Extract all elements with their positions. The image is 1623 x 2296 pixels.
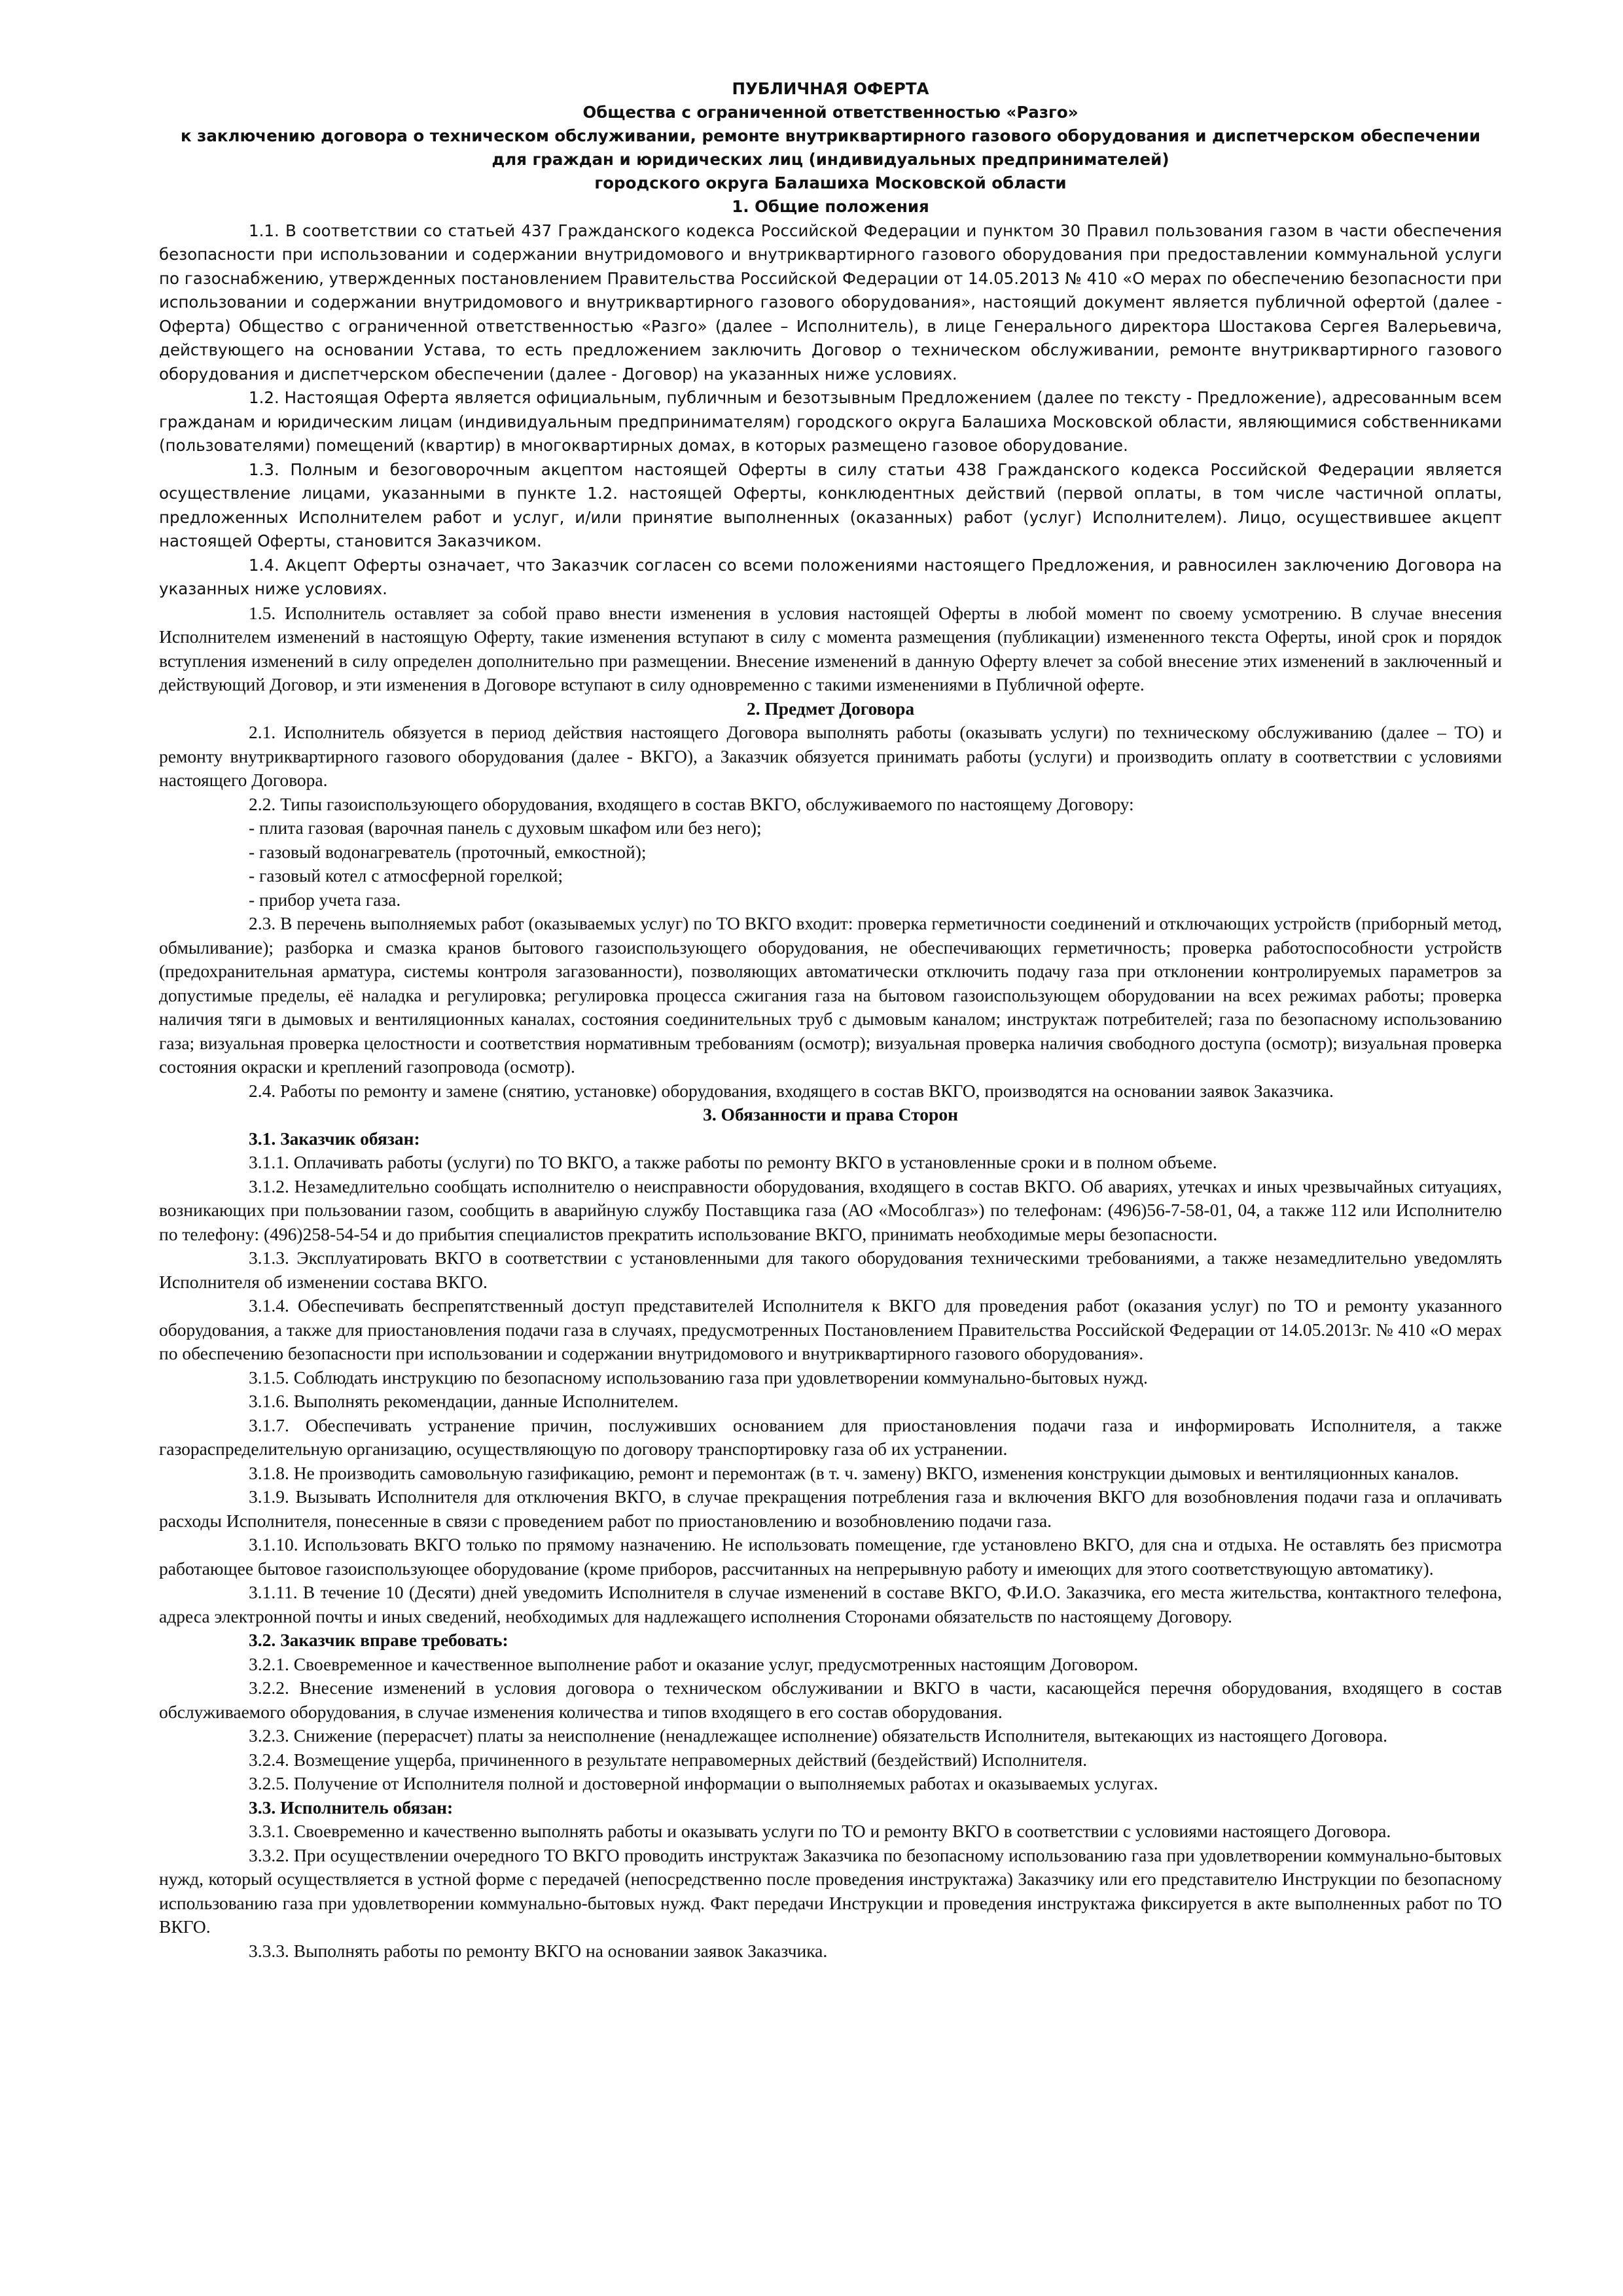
clause-3-3-3: 3.3.3. Выполнять работы по ремонту ВКГО на основании заявок Заказчика. (249, 1940, 828, 1961)
clause-3-1-9: 3.1.9. Вызывать Исполнителя для отключения ВКГО, в случае прекращения потребления газа и включения ВКГО для возобновления подачи газа и оплачивать расходы Исполнителя, понесенные в связи с проведением работ по приостановлению и возобновлению подачи газа. (159, 1486, 1502, 1531)
paragraph-2-3: 2.3. В перечень выполняемых работ (оказываемых услуг) по ТО ВКГО входит: проверка герметичности соединений и отключающих устройств (приборный метод, обмыливание); разборка и смазка кранов бытового газоиспользующего оборудования, не обеспечивающих герметичность; проверка работоспособности устройств (предохранительная арматура, системы контроля загазованности), позволяющих автоматически отключить подачу газа при отклонении контролируемых параметров за допустимые пределы, её наладка и регулировка; регулировка процесса сжигания газа на бытовом газоиспользующем оборудовании на всех режимах работы; проверка наличия тяги в дымовых и вентиляционных каналах, состояния соединительных труб с дымовым каналом; инструктаж потребителей; газа по безопасному использованию газа; визуальная проверка целостности и соответствия нормативным требованиям (осмотр); визуальная проверка наличия свободного доступа (осмотр); визуальная проверка состояния окраски и креплений газопровода (осмотр). (159, 913, 1502, 1077)
document-header (159, 77, 1502, 195)
clause-3-1-1: 3.1.1. Оплачивать работы (услуги) по ТО ВКГО, а также работы по ремонту ВКГО в установленные сроки и в полном объеме. (249, 1152, 1217, 1172)
subsection-title: 3.2. Заказчик вправе требовать: (249, 1630, 508, 1650)
section-title: 1. Общие положения (732, 197, 929, 216)
clause-3-2-2: 3.2.2. Внесение изменений в условия договора о техническом обслуживании и ВКГО в части, касающейся перечня оборудования, входящего в состав обслуживаемого оборудования, в случае изменения количества и типов входящего в его состав оборудования. (159, 1677, 1502, 1722)
clause-3-2-3: 3.2.3. Снижение (перерасчет) платы за неисполнение (ненадлежащее исполнение) обязательств Исполнителя, вытекающих из настоящего Договора. (249, 1725, 1388, 1746)
clause-3-1-4: 3.1.4. Обеспечивать беспрепятственный доступ представителей Исполнителя к ВКГО для проведения работ (оказания услуг) по ТО и ремонту указанного оборудования, а также для приостановления подачи газа в случаях, предусмотренных Постановлением Правительства Российской Федерации от 14.05.2013г. № 410 «О мерах по обеспечению безопасности при использовании и содержании внутридомового и внутриквартирного газового оборудования». (159, 1295, 1502, 1363)
paragraph-1-2: 1.2. Настоящая Оферта является официальным, публичным и безотзывным Предложением (далее по тексту - Предложение), адресованным всем гражданам и юридическим лицам (индивидуальным предпринимателям) городского округа Балашиха Московской области, являющимися собственниками (пользователями) помещений (квартир) в многоквартирных домах, в которых размещено газовое оборудование. (159, 388, 1502, 455)
clause-3-2-1: 3.2.1. Своевременное и качественное выполнение работ и оказание услуг, предусмотренных настоящим Договором. (249, 1653, 1139, 1674)
paragraph-1-5: 1.5. Исполнитель оставляет за собой право внести изменения в условия настоящей Оферты в любой момент по своему усмотрению. В случае внесения Исполнителем изменений в настоящую Оферту, такие изменения вступают в силу с момента размещения (публикации) измененного текста Оферты, иной срок и порядок вступления изменений в силу определен дополнительно при размещении. Внесение изменений в данную Оферту влечет за собой внесение этих изменений в заключенный и действующий Договор, и эти изменения в Договоре вступают в силу одновременно с такими изменениями в Публичной оферте. (159, 602, 1502, 694)
list-item: - плита газовая (варочная панель с духовым шкафом или без него); (249, 817, 762, 838)
clause-3-1-7: 3.1.7. Обеспечивать устранение причин, послуживших основанием для приостановления подачи газа и информировать Исполнителя, а также газораспределительную организацию, осуществляющую по договору транспортировку газа об их устранении. (159, 1414, 1502, 1459)
clause-3-2-5: 3.2.5. Получение от Исполнителя полной и достоверной информации о выполняемых работах и оказываемых услугах. (249, 1773, 1158, 1793)
header-title: ПУБЛИЧНАЯ ОФЕРТА (732, 79, 929, 98)
clause-3-2-4: 3.2.4. Возмещение ущерба, причиненного в результате неправомерных действий (бездействий) Исполнителя. (249, 1749, 1088, 1770)
clause-3-1-6: 3.1.6. Выполнять рекомендации, данные Исполнителем. (249, 1391, 679, 1411)
clause-3-1-5: 3.1.5. Соблюдать инструкцию по безопасному использованию газа при удовлетворении коммунально-бытовых нужд. (249, 1367, 1148, 1388)
clause-3-1-10: 3.1.10. Использовать ВКГО только по прямому назначению. Не использовать помещение, где установлено ВКГО, для сна и отдыха. Не оставлять без присмотра работающее бытовое газоиспользующее оборудование (кроме приборов, рассчитанных на непрерывную работу и имеющих для этого соответствующую автоматику). (159, 1534, 1502, 1579)
subsection-title: 3.1. Заказчик обязан: (249, 1128, 420, 1149)
paragraph-1-1: 1.1. В соответствии со статьей 437 Гражданского кодекса Российской Федерации и пунктом 30 Правил пользования газом в части обеспечения безопасности при использовании и содержании внутридомового и внутриквартирного газового оборудования при предоставлении коммунальной услуги по газоснабжению, утвержденных постановлением Правительства Российской Федерации от 14.05.2013 № 410 «О мерах по обеспечению безопасности при использовании и содержании внутридомового и внутриквартирного газового оборудования», настоящий документ является публичной офертой (далее - Оферта) Общество с ограниченной ответственностью «Разго» (далее – Исполнитель), в лице Генерального директора Шостакова Сергея Валерьевича, действующего на основании Устава, то есть предложением заключить Договор о техническом обслуживании, ремонте внутриквартирного газового оборудования и диспетчерском обеспечении (далее - Договор) на указанных ниже условиях. (159, 221, 1502, 384)
list-item: - газовый водонагреватель (проточный, емкостной); (249, 841, 647, 862)
document-body (159, 77, 1502, 1963)
section-title: 2. Предмет Договора (746, 698, 915, 719)
list-item: - прибор учета газа. (249, 889, 401, 910)
clause-3-1-11: 3.1.11. В течение 10 (Десяти) дней уведомить Исполнителя в случае изменений в составе ВКГО, Ф.И.О. Заказчика, его места жительства, контактного телефона, адреса электронной почты и иных сведений, необходимых для надлежащего исполнения Сторонами обязательств по настоящему Договору. (159, 1582, 1502, 1626)
clause-3-3-1: 3.3.1. Своевременно и качественно выполнять работы и оказывать услуги по ТО и ремонту ВКГО в соответствии с условиями настоящего Договора. (249, 1821, 1391, 1841)
paragraph-1-4: 1.4. Акцепт Оферты означает, что Заказчик согласен со всеми положениями настоящего Предложения, и равносилен заключению Договора на указанных ниже условиях. (159, 555, 1502, 598)
header-company: Общества с ограниченной ответственностью «Разго» (582, 103, 1079, 122)
paragraph-2-2: 2.2. Типы газоиспользующего оборудования, входящего в состав ВКГО, обслуживаемого по настоящему Договору: (249, 793, 1134, 814)
header-subject: к заключению договора о техническом обслуживании, ремонте внутриквартирного газового оборудования и диспетчерском обеспечении (180, 126, 1481, 145)
clause-3-3-2: 3.3.2. При осуществлении очередного ТО ВКГО проводить инструктаж Заказчика по безопасному использованию газа при удовлетворении коммунально-бытовых нужд, который осуществляется в устной форме с передачей (непосредственно после проведения инструктажа) Заказчику или его представителю Инструкции по безопасному использованию газа при удовлетворении коммунально-бытовых нужд. Факт передачи Инструкции и проведения инструктажа фиксируется в акте выполненных работ по ТО ВКГО. (159, 1844, 1502, 1937)
clause-3-1-3: 3.1.3. Эксплуатировать ВКГО в соответствии с установленными для такого оборудования техническими требованиями, а также незамедлительно уведомлять Исполнителя об изменении состава ВКГО. (159, 1247, 1502, 1292)
list-item: - газовый котел с атмосферной горелкой; (249, 865, 563, 886)
section-subject (159, 697, 1502, 1103)
section-obligations (159, 1103, 1502, 1963)
clause-3-1-2: 3.1.2. Незамедлительно сообщать исполнителю о неисправности оборудования, входящего в состав ВКГО. Об авариях, утечках и иных чрезвычайных ситуациях, возникающих при пользовании газом, сообщить в аварийную службу Поставщика газа (АО «Мособлгаз») по телефонам: (496)56-7-58-01, 04, а также 112 или Исполнителю по телефону: (496)258-54-54 и до прибытия специалистов прекратить использование ВКГО, принимать необходимые меры безопасности. (159, 1175, 1502, 1244)
header-audience: для граждан и юридических лиц (индивидуальных предпринимателей) (491, 150, 1169, 169)
paragraph-2-4: 2.4. Работы по ремонту и замене (снятию, установке) оборудования, входящего в состав ВКГО, производятся на основании заявок Заказчика. (249, 1080, 1334, 1101)
paragraph-2-1: 2.1. Исполнитель обязуется в период действия настоящего Договора выполнять работы (оказывать услуги) по техническому обслуживанию (далее – ТО) и ремонту внутриквартирного газового оборудования (далее - ВКГО), а Заказчик обязуется принимать работы (услуги) и производить оплату в соответствии с условиями настоящего Договора. (159, 722, 1502, 790)
clause-3-1-8: 3.1.8. Не производить самовольную газификацию, ремонт и перемонтаж (в т. ч. замену) ВКГО, изменения конструкции дымовых и вентиляционных каналов. (249, 1462, 1459, 1483)
section-title: 3. Обязанности и права Сторон (703, 1104, 958, 1124)
subsection-title: 3.3. Исполнитель обязан: (249, 1797, 454, 1818)
paragraph-1-3: 1.3. Полным и безоговорочным акцептом настоящей Оферты в силу статьи 438 Гражданского кодекса Российской Федерации является осуществление лицами, указанными в пункте 1.2. настоящей Оферты, конклюдентных действий (первой оплаты, в том числе частичной оплаты, предложенных Исполнителем работ и услуг, и/или принятие выполненных (оказанных) работ (услуг) Исполнителем). Лицо, осуществившее акцепт настоящей Оферты, становится Заказчиком. (159, 459, 1502, 550)
section-general (159, 195, 1502, 601)
header-region: городского округа Балашиха Московской области (594, 173, 1067, 192)
